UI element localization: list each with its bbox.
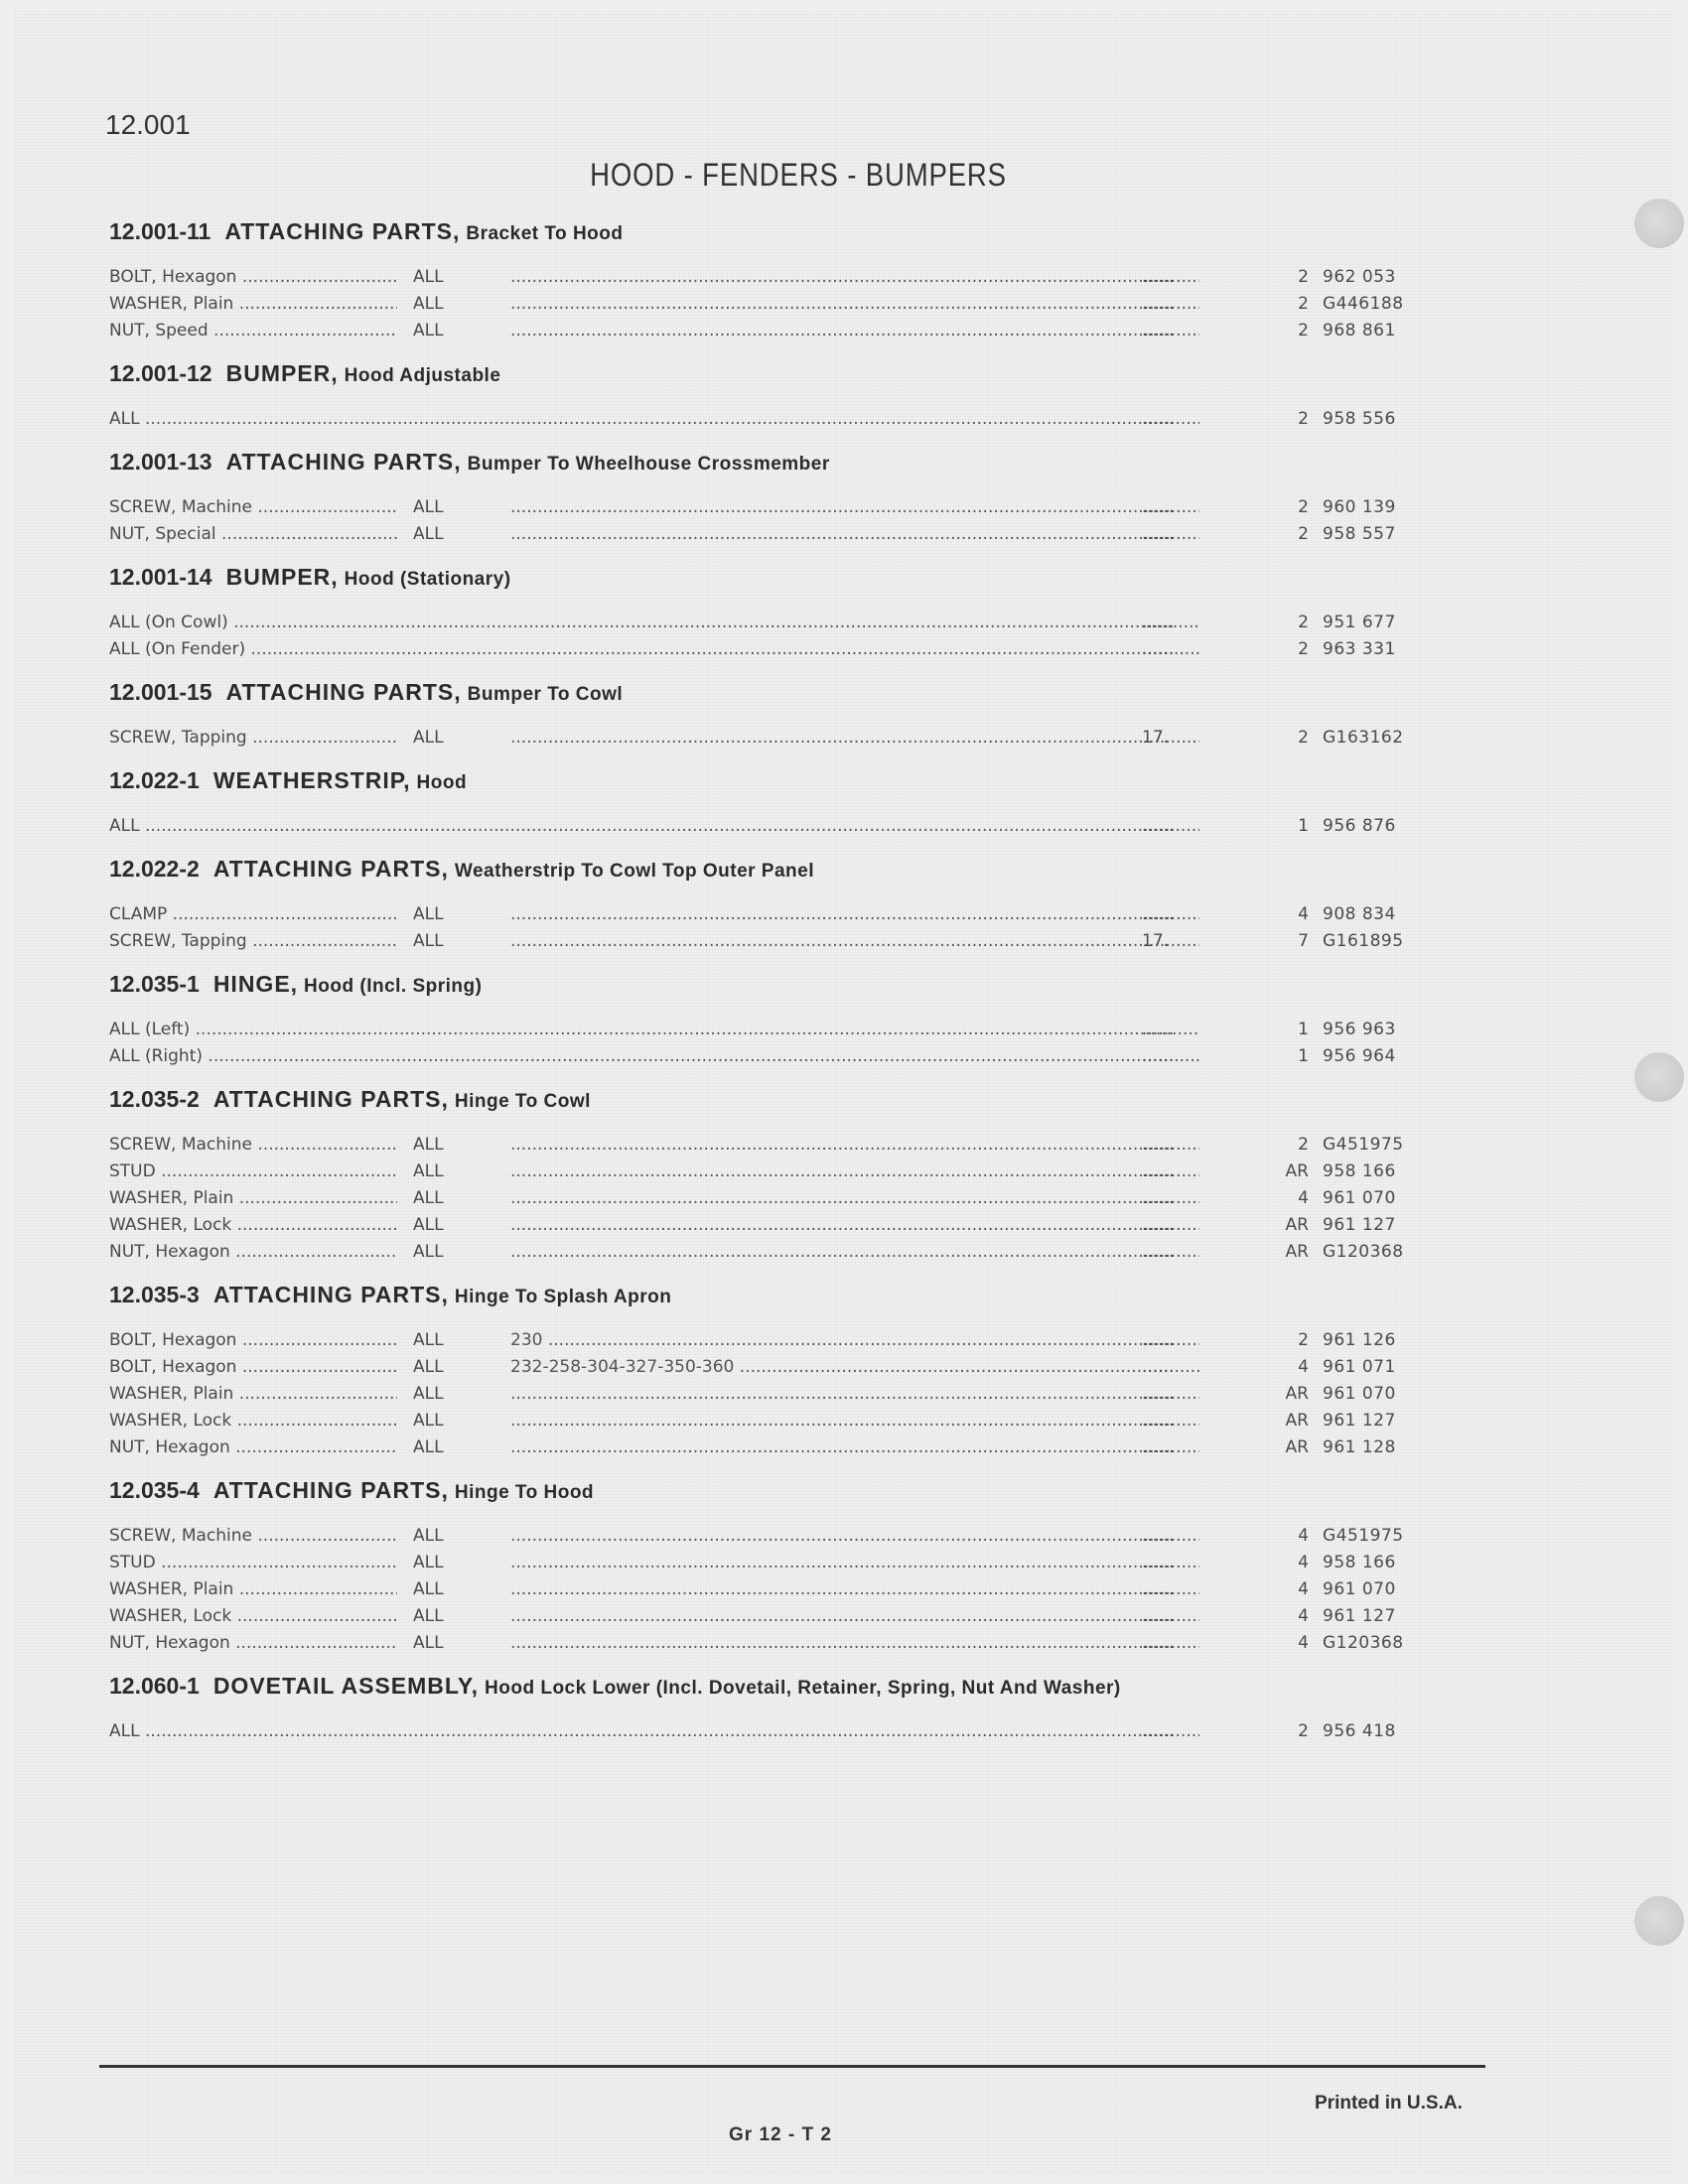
quantity: 4 xyxy=(1298,1188,1309,1208)
part-name: WASHER, Plain ..... xyxy=(109,291,397,318)
part-name: WASHER, Lock ..... xyxy=(109,1408,397,1434)
model-spec xyxy=(510,1381,1199,1408)
model-spec xyxy=(510,291,1199,318)
part-number: 961 070 xyxy=(1323,1384,1396,1404)
part-name: NUT, Hexagon ..... xyxy=(109,1630,397,1657)
footer-rule xyxy=(99,2065,1485,2068)
part-name: NUT, Hexagon ..... xyxy=(109,1239,397,1266)
printed-in-label: Printed in U.S.A. xyxy=(1315,2093,1463,2114)
model-applicability: ALL xyxy=(413,267,444,287)
binder-hole-top xyxy=(1634,199,1684,248)
section-part-name: ATTACHING PARTS, xyxy=(225,449,462,475)
section-code: 12.035-1 xyxy=(109,971,200,997)
part-name: SCREW, Machine ..... xyxy=(109,1523,397,1550)
model-applicability: ALL xyxy=(413,1437,444,1457)
part-row xyxy=(109,1603,1420,1630)
reference xyxy=(1142,1017,1221,1043)
section-code: 12.001-12 xyxy=(109,360,212,386)
section-part-name: ATTACHING PARTS, xyxy=(212,1282,449,1307)
section-description: Bracket To Hood xyxy=(466,223,624,244)
part-number: 961 127 xyxy=(1323,1215,1396,1235)
model-applicability: ALL xyxy=(413,1553,444,1572)
section-code: 12.022-2 xyxy=(109,856,200,882)
reference xyxy=(1142,1239,1221,1266)
reference xyxy=(1142,1408,1221,1434)
part-name: ALL ..... xyxy=(109,1718,1199,1745)
model-spec xyxy=(510,1434,1199,1461)
part-row xyxy=(109,1354,1420,1381)
part-row xyxy=(109,1434,1420,1461)
part-number: 961 126 xyxy=(1323,1330,1396,1350)
reference xyxy=(1142,1576,1221,1603)
part-row xyxy=(109,636,1420,663)
part-number: 961 127 xyxy=(1323,1606,1396,1626)
part-number: 961 127 xyxy=(1323,1411,1396,1431)
part-number: G451975 xyxy=(1323,1526,1404,1546)
reference xyxy=(1142,521,1221,548)
section-code: 12.001-15 xyxy=(109,679,212,705)
part-number: 962 053 xyxy=(1323,267,1396,287)
reference xyxy=(1142,1132,1221,1159)
part-name: SCREW, Machine ..... xyxy=(109,494,397,521)
part-row xyxy=(109,928,1420,955)
reference xyxy=(1142,1043,1221,1070)
reference xyxy=(1142,291,1221,318)
quantity: 2 xyxy=(1298,728,1309,748)
part-row xyxy=(109,1630,1420,1657)
part-number: 961 070 xyxy=(1323,1188,1396,1208)
part-name: CLAMP ..... xyxy=(109,901,397,928)
group-page-code: Gr 12 - T 2 xyxy=(729,2124,832,2145)
model-applicability: ALL xyxy=(413,1526,444,1546)
section-12-035-2 xyxy=(109,1082,1420,1266)
model-applicability: ALL xyxy=(413,931,444,951)
reference xyxy=(1142,1718,1221,1745)
reference xyxy=(1142,1550,1221,1576)
part-number: G161895 xyxy=(1323,931,1404,951)
part-number: 961 071 xyxy=(1323,1357,1396,1377)
section-12-001-13 xyxy=(109,445,1420,548)
section-heading xyxy=(109,1082,1420,1116)
section-heading xyxy=(109,214,1420,248)
part-number: G120368 xyxy=(1323,1242,1404,1262)
model-applicability: ALL xyxy=(413,1384,444,1404)
reference xyxy=(1142,1603,1221,1630)
part-name: ALL (Left) ..... xyxy=(109,1017,1199,1043)
part-name: ALL (On Cowl) ..... xyxy=(109,610,1199,636)
part-number: 960 139 xyxy=(1323,497,1396,517)
part-row xyxy=(109,264,1420,291)
section-description: Hood Lock Lower (Incl. Dovetail, Retainer, Spring, Nut And Washer) xyxy=(485,1678,1121,1699)
reference xyxy=(1142,636,1221,663)
quantity: AR xyxy=(1285,1161,1309,1181)
section-description: Hood xyxy=(416,772,468,793)
quantity: 4 xyxy=(1298,1526,1309,1546)
section-code: 12.001-13 xyxy=(109,449,212,475)
page-title: HOOD - FENDERS - BUMPERS xyxy=(590,157,1007,193)
section-description: Weatherstrip To Cowl Top Outer Panel xyxy=(454,861,815,882)
model-applicability: ALL xyxy=(413,1411,444,1431)
section-heading xyxy=(109,445,1420,478)
section-heading xyxy=(109,560,1420,594)
part-row xyxy=(109,610,1420,636)
part-name: STUD ..... xyxy=(109,1159,397,1185)
quantity: 7 xyxy=(1298,931,1309,951)
model-applicability: ALL xyxy=(413,1633,444,1653)
part-row xyxy=(109,1132,1420,1159)
section-code: 12.022-1 xyxy=(109,767,200,793)
model-applicability: ALL xyxy=(413,1188,444,1208)
section-description: Hinge To Splash Apron xyxy=(454,1287,672,1307)
part-name: NUT, Special ..... xyxy=(109,521,397,548)
quantity: 2 xyxy=(1298,613,1309,632)
reference xyxy=(1142,813,1221,840)
part-name: WASHER, Plain ..... xyxy=(109,1576,397,1603)
part-name: BOLT, Hexagon ..... xyxy=(109,1354,397,1381)
section-description: Hinge To Cowl xyxy=(454,1091,591,1112)
reference: 17. xyxy=(1142,728,1170,748)
part-row xyxy=(109,1408,1420,1434)
reference xyxy=(1142,318,1221,344)
reference xyxy=(1142,1523,1221,1550)
model-spec xyxy=(510,1576,1199,1603)
model-spec xyxy=(510,1408,1199,1434)
section-part-name: ATTACHING PARTS, xyxy=(225,679,462,705)
part-name: BOLT, Hexagon ..... xyxy=(109,264,397,291)
section-12-001-11 xyxy=(109,214,1420,344)
section-part-name: ATTACHING PARTS, xyxy=(212,1477,449,1503)
reference xyxy=(1142,610,1221,636)
part-number: 908 834 xyxy=(1323,904,1396,924)
section-code: 12.035-2 xyxy=(109,1086,200,1112)
part-row xyxy=(109,1017,1420,1043)
quantity: 2 xyxy=(1298,497,1309,517)
part-row xyxy=(109,1550,1420,1576)
model-spec xyxy=(510,1185,1199,1212)
part-row xyxy=(109,1185,1420,1212)
section-description: Bumper To Wheelhouse Crossmember xyxy=(467,454,830,475)
part-row xyxy=(109,521,1420,548)
reference xyxy=(1142,406,1221,433)
section-description: Hinge To Hood xyxy=(454,1482,595,1503)
model-applicability: ALL xyxy=(413,728,444,748)
quantity: 2 xyxy=(1298,1330,1309,1350)
part-name: ALL (On Fender) ..... xyxy=(109,636,1199,663)
quantity: AR xyxy=(1285,1242,1309,1262)
part-name: ALL ..... xyxy=(109,406,1199,433)
section-code: 12.060-1 xyxy=(109,1673,200,1699)
part-name: SCREW, Machine ..... xyxy=(109,1132,397,1159)
part-name: WASHER, Plain ..... xyxy=(109,1381,397,1408)
part-row xyxy=(109,1381,1420,1408)
part-row xyxy=(109,1718,1420,1745)
reference xyxy=(1142,1327,1221,1354)
model-spec: 230 ..... xyxy=(510,1327,1199,1354)
section-description: Hood Adjustable xyxy=(344,365,501,386)
section-part-name: HINGE, xyxy=(212,971,299,997)
section-description: Hood (Stationary) xyxy=(344,569,511,590)
part-row xyxy=(109,406,1420,433)
model-applicability: ALL xyxy=(413,497,444,517)
part-number: G446188 xyxy=(1323,294,1404,314)
part-number: G451975 xyxy=(1323,1135,1404,1155)
section-12-022-1 xyxy=(109,763,1420,840)
reference xyxy=(1142,1630,1221,1657)
quantity: 1 xyxy=(1298,1046,1309,1066)
quantity: 2 xyxy=(1298,294,1309,314)
quantity: AR xyxy=(1285,1437,1309,1457)
section-heading xyxy=(109,1473,1420,1507)
binder-hole-bottom xyxy=(1634,1896,1684,1946)
section-code: 12.035-4 xyxy=(109,1477,200,1503)
section-part-name: ATTACHING PARTS, xyxy=(212,1086,449,1112)
part-row xyxy=(109,291,1420,318)
part-row xyxy=(109,1159,1420,1185)
section-part-name: BUMPER, xyxy=(225,564,339,590)
quantity: 4 xyxy=(1298,1553,1309,1572)
part-row xyxy=(109,1523,1420,1550)
section-heading xyxy=(109,852,1420,886)
section-12-060-1 xyxy=(109,1669,1420,1745)
part-row xyxy=(109,1327,1420,1354)
binder-hole-middle xyxy=(1634,1052,1684,1102)
part-name: NUT, Hexagon ..... xyxy=(109,1434,397,1461)
part-name: STUD ..... xyxy=(109,1550,397,1576)
model-spec xyxy=(510,1239,1199,1266)
part-row xyxy=(109,1212,1420,1239)
part-number: 968 861 xyxy=(1323,321,1396,341)
section-part-name: ATTACHING PARTS, xyxy=(224,218,461,244)
section-12-001-14 xyxy=(109,560,1420,663)
model-applicability: ALL xyxy=(413,1135,444,1155)
part-name: NUT, Speed ..... xyxy=(109,318,397,344)
reference xyxy=(1142,1185,1221,1212)
reference xyxy=(1142,1354,1221,1381)
section-heading xyxy=(109,1278,1420,1311)
part-number: 963 331 xyxy=(1323,639,1396,659)
part-row xyxy=(109,725,1420,751)
model-applicability: ALL xyxy=(413,904,444,924)
part-name: SCREW, Tapping ..... xyxy=(109,725,397,751)
section-12-035-3 xyxy=(109,1278,1420,1461)
model-spec xyxy=(510,1159,1199,1185)
reference xyxy=(1142,1381,1221,1408)
part-name: WASHER, Plain ..... xyxy=(109,1185,397,1212)
section-code: 12.001-14 xyxy=(109,564,212,590)
model-spec xyxy=(510,1630,1199,1657)
section-heading xyxy=(109,356,1420,390)
part-number: 956 876 xyxy=(1323,816,1396,836)
part-number: G120368 xyxy=(1323,1633,1404,1653)
section-heading xyxy=(109,967,1420,1001)
section-part-name: DOVETAIL ASSEMBLY, xyxy=(212,1673,480,1699)
part-number: 956 418 xyxy=(1323,1721,1396,1741)
part-number: G163162 xyxy=(1323,728,1404,748)
quantity: 2 xyxy=(1298,1721,1309,1741)
part-name: SCREW, Tapping ..... xyxy=(109,928,397,955)
section-part-name: BUMPER, xyxy=(225,360,339,386)
part-number: 961 128 xyxy=(1323,1437,1396,1457)
model-applicability: ALL xyxy=(413,1606,444,1626)
page-number: 12.001 xyxy=(105,109,191,140)
reference xyxy=(1142,1159,1221,1185)
quantity: 2 xyxy=(1298,524,1309,544)
part-name: ALL ..... xyxy=(109,813,1199,840)
model-spec xyxy=(510,1132,1199,1159)
part-number: 958 166 xyxy=(1323,1161,1396,1181)
model-spec xyxy=(510,494,1199,521)
section-heading xyxy=(109,763,1420,797)
quantity: AR xyxy=(1285,1411,1309,1431)
quantity: 4 xyxy=(1298,1606,1309,1626)
quantity: 2 xyxy=(1298,321,1309,341)
model-spec xyxy=(510,318,1199,344)
reference xyxy=(1142,1212,1221,1239)
model-applicability: ALL xyxy=(413,1330,444,1350)
model-spec xyxy=(510,264,1199,291)
model-spec xyxy=(510,1212,1199,1239)
part-name: WASHER, Lock ..... xyxy=(109,1603,397,1630)
part-number: 961 070 xyxy=(1323,1579,1396,1599)
model-applicability: ALL xyxy=(413,1215,444,1235)
part-name: BOLT, Hexagon ..... xyxy=(109,1327,397,1354)
model-spec xyxy=(510,521,1199,548)
part-number: 958 166 xyxy=(1323,1553,1396,1572)
model-applicability: ALL xyxy=(413,1579,444,1599)
section-code: 12.035-3 xyxy=(109,1282,200,1307)
section-12-022-2 xyxy=(109,852,1420,955)
part-row xyxy=(109,1043,1420,1070)
quantity: 1 xyxy=(1298,816,1309,836)
model-spec xyxy=(510,1550,1199,1576)
part-number: 958 557 xyxy=(1323,524,1396,544)
reference: 17. xyxy=(1142,931,1170,951)
section-heading xyxy=(109,1669,1420,1703)
part-number: 958 556 xyxy=(1323,409,1396,429)
model-applicability: ALL xyxy=(413,524,444,544)
catalog-page xyxy=(14,10,1674,2174)
model-spec xyxy=(510,1603,1199,1630)
parts-list xyxy=(109,214,1420,1757)
quantity: 2 xyxy=(1298,639,1309,659)
model-applicability: ALL xyxy=(413,1242,444,1262)
section-part-name: WEATHERSTRIP, xyxy=(212,767,411,793)
part-row xyxy=(109,318,1420,344)
part-number: 951 677 xyxy=(1323,613,1396,632)
section-description: Hood (Incl. Spring) xyxy=(304,976,483,997)
quantity: 4 xyxy=(1298,1357,1309,1377)
reference xyxy=(1142,494,1221,521)
part-row xyxy=(109,494,1420,521)
section-12-001-15 xyxy=(109,675,1420,751)
quantity: 4 xyxy=(1298,904,1309,924)
quantity: AR xyxy=(1285,1384,1309,1404)
part-number: 956 964 xyxy=(1323,1046,1396,1066)
quantity: 4 xyxy=(1298,1579,1309,1599)
reference xyxy=(1142,1434,1221,1461)
part-row xyxy=(109,1239,1420,1266)
quantity: 2 xyxy=(1298,1135,1309,1155)
section-12-035-4 xyxy=(109,1473,1420,1657)
section-code: 12.001-11 xyxy=(109,218,211,244)
quantity: 1 xyxy=(1298,1020,1309,1039)
model-applicability: ALL xyxy=(413,294,444,314)
part-number: 956 963 xyxy=(1323,1020,1396,1039)
section-12-035-1 xyxy=(109,967,1420,1070)
quantity: 4 xyxy=(1298,1633,1309,1653)
model-applicability: ALL xyxy=(413,1357,444,1377)
reference xyxy=(1142,901,1221,928)
reference xyxy=(1142,264,1221,291)
section-part-name: ATTACHING PARTS, xyxy=(212,856,449,882)
quantity: 2 xyxy=(1298,267,1309,287)
part-row xyxy=(109,901,1420,928)
section-12-001-12 xyxy=(109,356,1420,433)
part-name: ALL (Right) ..... xyxy=(109,1043,1199,1070)
section-description: Bumper To Cowl xyxy=(467,684,624,705)
model-spec xyxy=(510,901,1199,928)
model-spec xyxy=(510,928,1199,955)
part-row xyxy=(109,1576,1420,1603)
quantity: 2 xyxy=(1298,409,1309,429)
part-row xyxy=(109,813,1420,840)
section-heading xyxy=(109,675,1420,709)
part-name: WASHER, Lock ..... xyxy=(109,1212,397,1239)
model-spec: 232-258-304-327-350-360 ..... xyxy=(510,1354,1199,1381)
model-applicability: ALL xyxy=(413,321,444,341)
model-spec xyxy=(510,725,1199,751)
model-applicability: ALL xyxy=(413,1161,444,1181)
model-spec xyxy=(510,1523,1199,1550)
quantity: AR xyxy=(1285,1215,1309,1235)
